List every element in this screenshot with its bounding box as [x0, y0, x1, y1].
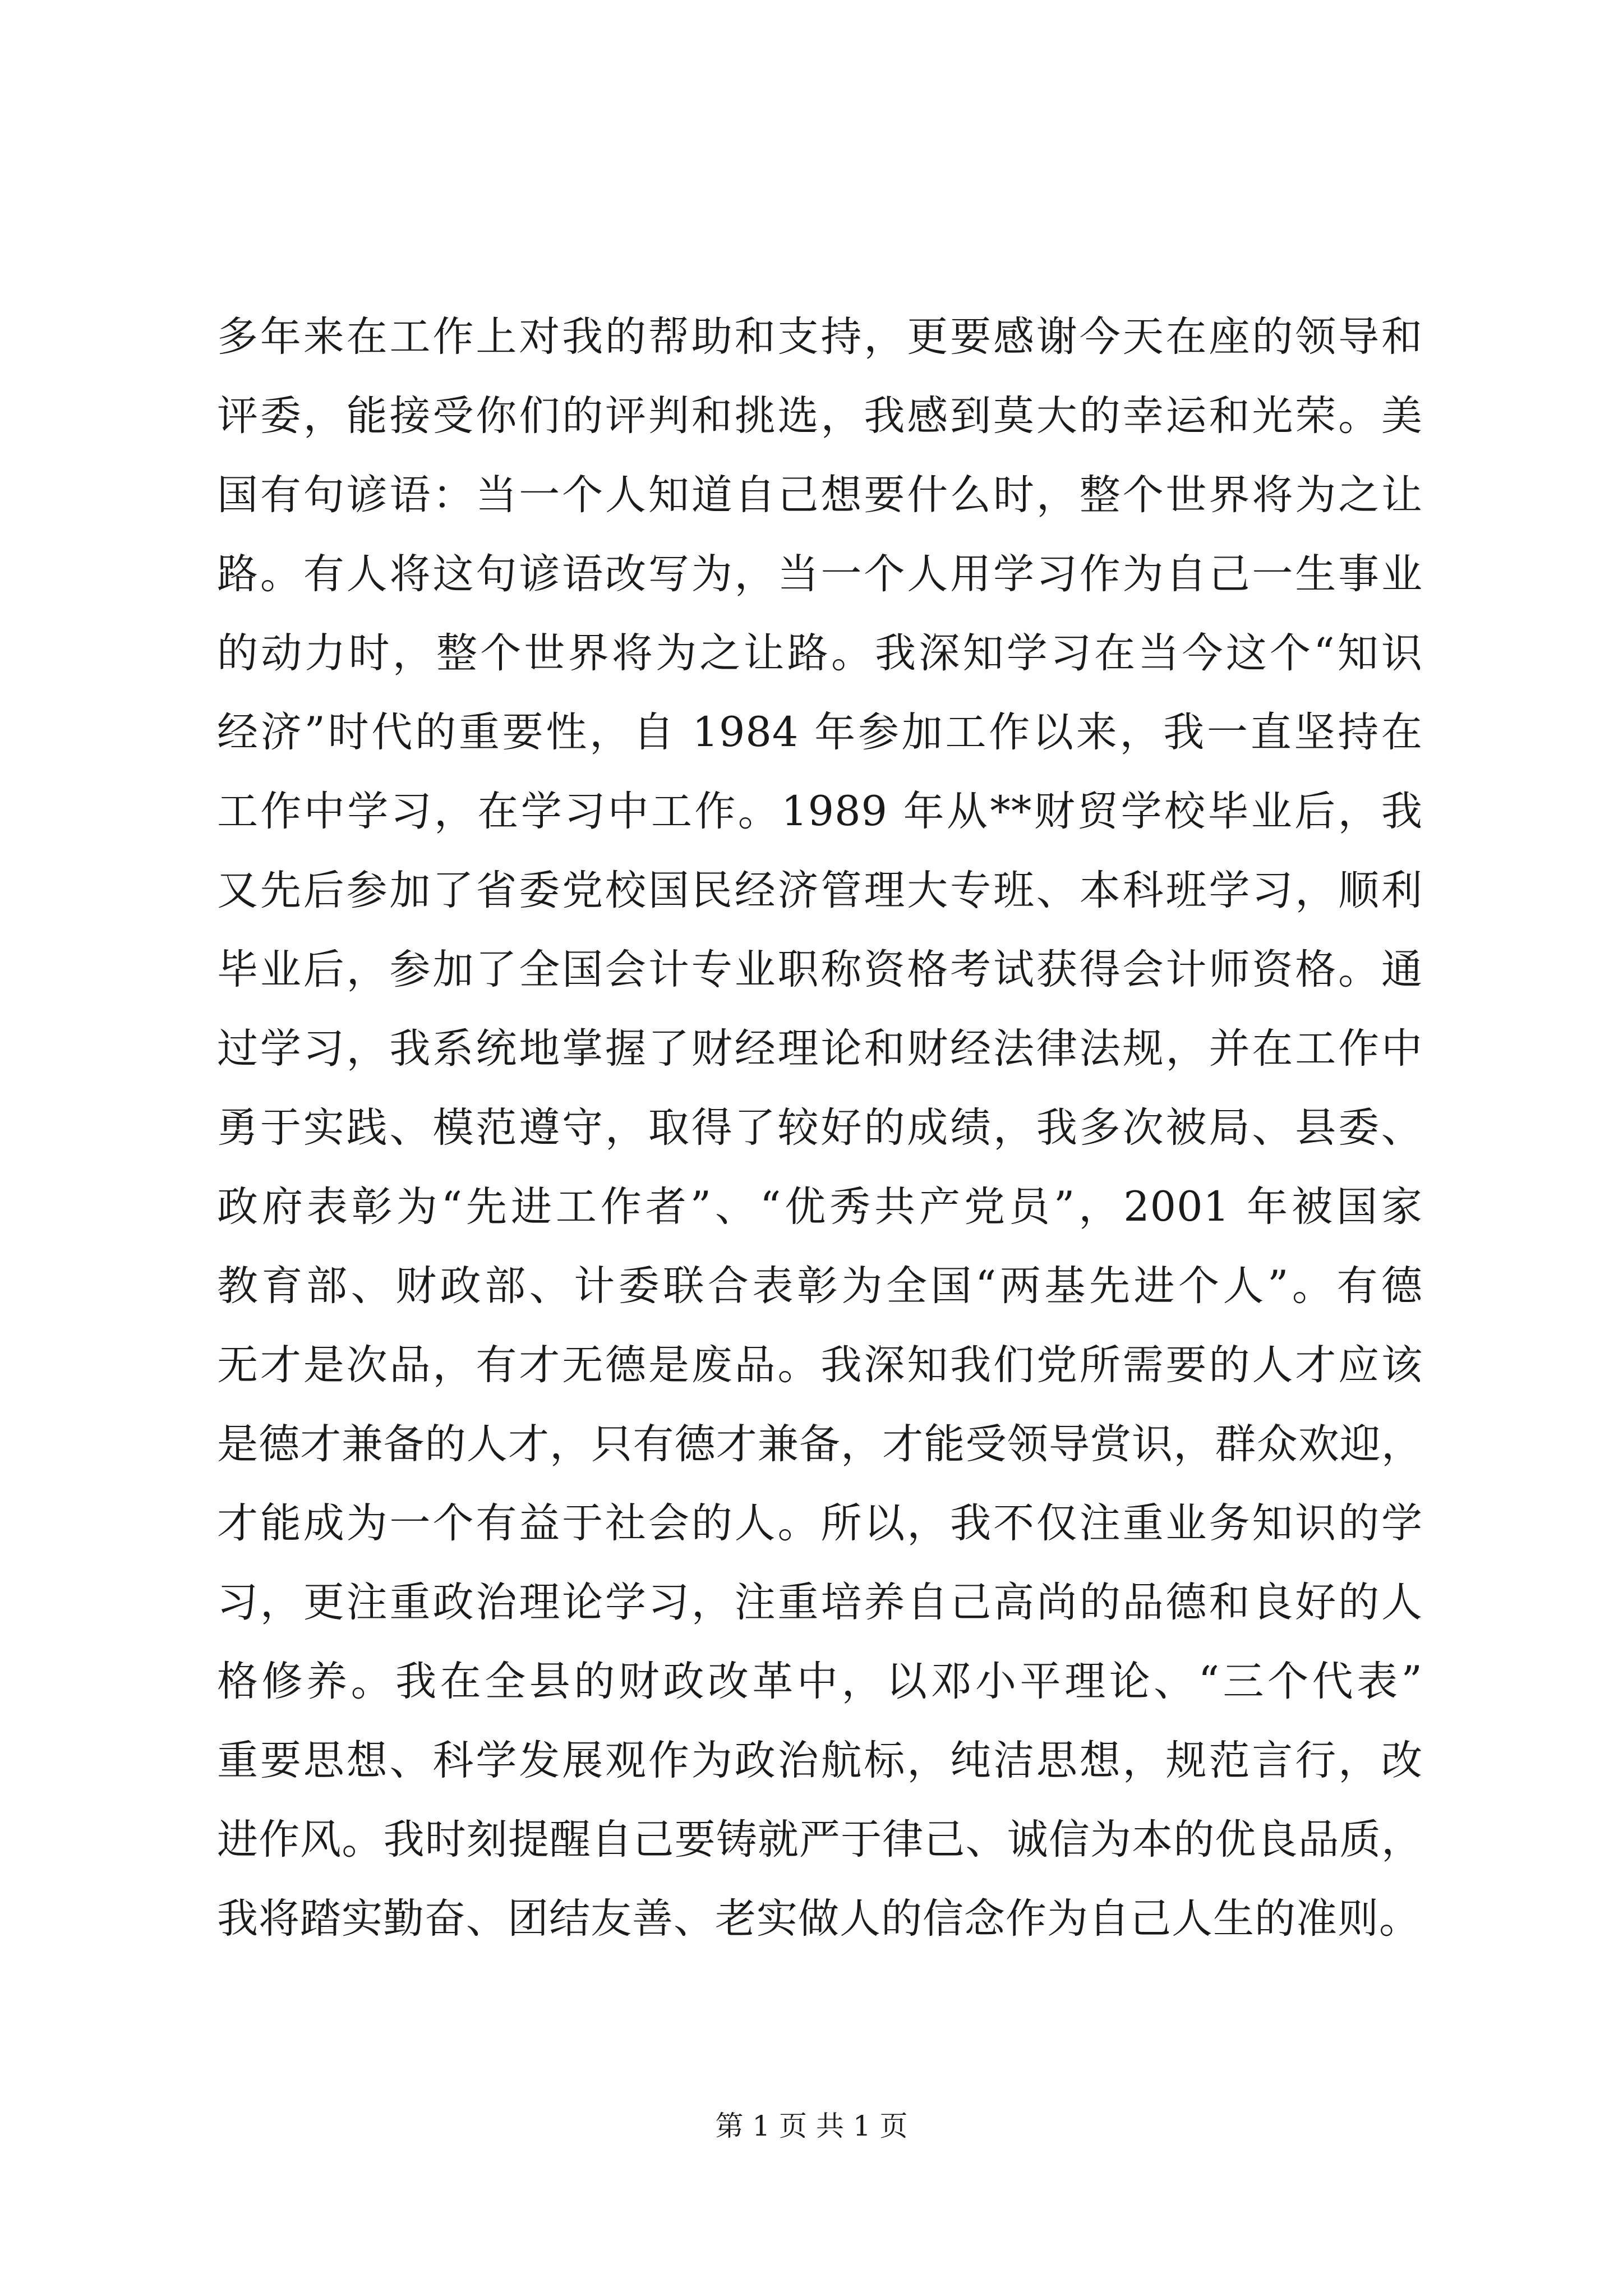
body-line: 格修养。我在全县的财政改革中，以邓小平理论、“三个代表”: [217, 1658, 1423, 1705]
body-line: 国有句谚语：当一个人知道自己想要什么时，整个世界将为之让: [217, 471, 1423, 519]
body-line: 勇于实践、模范遵守，取得了较好的成绩，我多次被局、县委、: [217, 1104, 1423, 1152]
body-line: 习，更注重政治理论学习，注重培养自己高尚的品德和良好的人: [217, 1579, 1423, 1626]
body-line: 工作中学习，在学习中工作。1989 年从**财贸学校毕业后，我: [217, 788, 1423, 835]
body-line: 才能成为一个有益于社会的人。所以，我不仅注重业务知识的学: [217, 1499, 1423, 1547]
body-line: 我将踏实勤奋、团结友善、老实做人的信念作为自己人生的准则。: [217, 1895, 1421, 1943]
body-line: 路。有人将这句谚语改写为，当一个人用学习作为自己一生事业: [217, 550, 1423, 598]
body-line: 过学习，我系统地掌握了财经理论和财经法律法规，并在工作中: [217, 1025, 1423, 1073]
body-line: 政府表彰为“先进工作者”、“优秀共产党员”，2001 年被国家: [217, 1183, 1423, 1231]
body-line: 是德才兼备的人才，只有德才兼备，才能受领导赏识，群众欢迎，: [217, 1420, 1423, 1468]
body-line: 进作风。我时刻提醒自己要铸就严于律己、诚信为本的优良品质，: [217, 1816, 1423, 1864]
body-line: 毕业后，参加了全国会计专业职称资格考试获得会计师资格。通: [217, 946, 1423, 993]
body-line: 重要思想、科学发展观作为政治航标，纯洁思想，规范言行，改: [217, 1737, 1423, 1784]
body-line: 评委，能接受你们的评判和挑选，我感到莫大的幸运和光荣。美: [217, 392, 1423, 440]
body-line: 经济”时代的重要性，自 1984 年参加工作以来，我一直坚持在: [217, 708, 1423, 756]
body-line: 又先后参加了省委党校国民经济管理大专班、本科班学习，顺利: [217, 867, 1423, 914]
body-line: 无才是次品，有才无德是废品。我深知我们党所需要的人才应该: [217, 1341, 1423, 1389]
body-line: 教育部、财政部、计委联合表彰为全国“两基先进个人”。有德: [217, 1262, 1423, 1310]
document-body: [217, 297, 1423, 1958]
body-line: 多年来在工作上对我的帮助和支持，更要感谢今天在座的领导和: [217, 313, 1423, 361]
page-footer: 第 1 页 共 1 页: [715, 2110, 908, 2142]
body-line: 的动力时，整个世界将为之让路。我深知学习在当今这个“知识: [217, 629, 1423, 677]
